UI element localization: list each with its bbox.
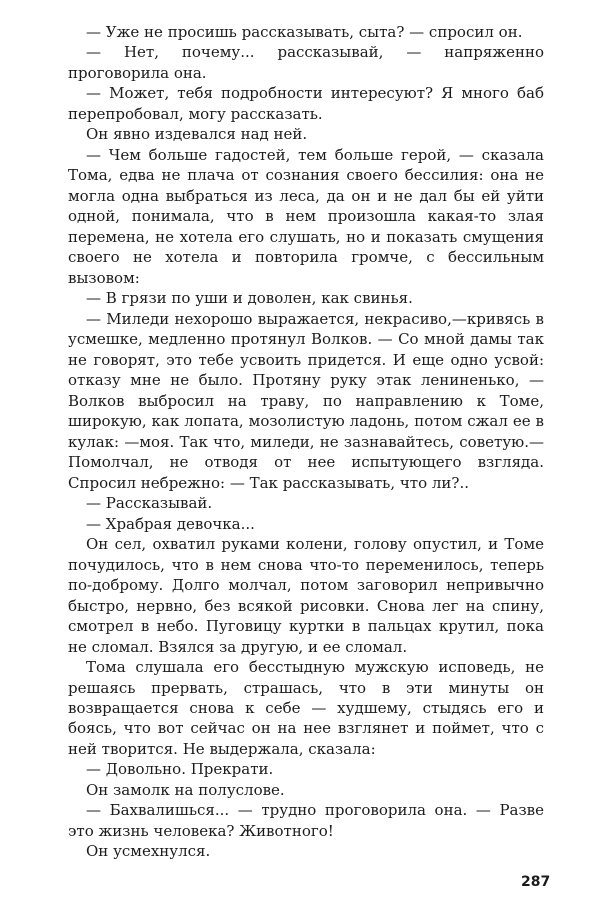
paragraph-14: — Бахвалишься... — трудно проговорила она. — Разве это жизнь человека? Животного! bbox=[68, 801, 544, 840]
paragraph-5: — Чем больше гадостей, тем больше герой, — сказала Тома, едва не плача от сознания своего бессилия: она не могла одна выбраться из леса, да он и не дал бы ей уйти одной, понимала, что в нем произошла какая-то злая перемена, не хотела его слушать, но и показать смущения своего не хотела и повторила громче, с бессильным вызовом: bbox=[68, 145, 544, 287]
paragraph-4: Он явно издевался над ней. bbox=[86, 125, 308, 144]
paragraph-11: Тома слушала его бесстыдную мужскую исповедь, не решаясь прервать, страшась, что в эти минуты он возвращается снова к себе — худшему, стыдясь его и боясь, что вот сейчас он на нее взглянет и поймет, что с ней творится. Не выдержала, сказала: bbox=[68, 658, 544, 758]
paragraph-12: — Довольно. Прекрати. bbox=[86, 760, 274, 779]
paragraph-2: — Нет, почему... рассказывай, — напряженно проговорила она. bbox=[68, 43, 544, 82]
paragraph-9: — Храбрая девочка... bbox=[86, 514, 255, 533]
paragraph-13: Он замолк на полуслове. bbox=[86, 780, 285, 799]
paragraph-7: — Миледи нехорошо выражается, некрасиво,—кривясь в усмешке, медленно протянул Волков. — Со мной дамы так не говорят, это тебе усвоить придется. И еще одно усвой: отказу мне не было. Протяну руку этак лениненько, — Волков выбросил на траву, по направлению к Томе, широкую, как лопата, мозолистую ладонь, потом сжал ее в кулак: —моя. Так что, миледи, не зазнавайтесь, советую.—Помолчал, не отводя от нее испытующего взгляда. Спросил небрежно: — Так рассказывать, что ли?.. bbox=[68, 309, 544, 492]
paragraph-8: — Рассказывай. bbox=[86, 494, 213, 513]
paragraph-3: — Может, тебя подробности интересуют? Я много баб перепробовал, могу рассказать. bbox=[68, 84, 544, 123]
paragraph-15: Он усмехнулся. bbox=[86, 842, 211, 861]
paragraph-6: — В грязи по уши и доволен, как свинья. bbox=[86, 289, 413, 308]
paragraph-10: Он сел, охватил руками колени, голову опустил, и Томе почудилось, что в нем снова что-то переменилось, теперь по-доброму. Долго молчал, потом заговорил непривычно быстро, нервно, без всякой рисовки. Снова лег на спину, смотрел в небо. Пуговицу куртки в пальцах крутил, пока не сломал. Взялся за другую, и ее сломал. bbox=[68, 535, 544, 656]
page-number: 287 bbox=[521, 874, 551, 890]
paragraph-1: — Уже не просишь рассказывать, сыта? — спросил он. bbox=[86, 23, 523, 41]
page-text bbox=[68, 22, 544, 862]
